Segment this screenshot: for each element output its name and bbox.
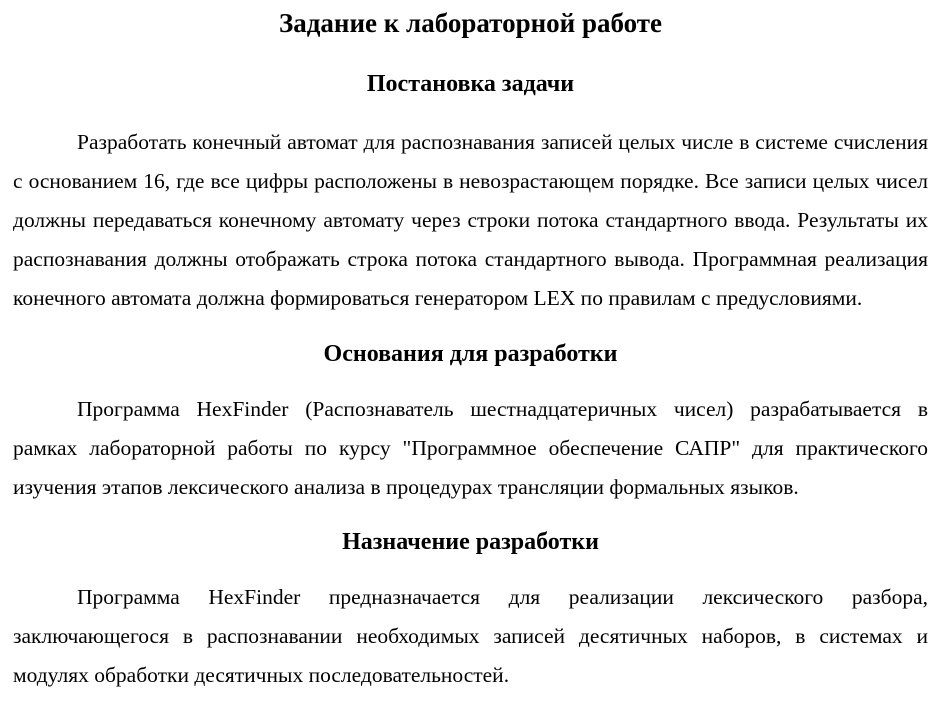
document-title: Задание к лабораторной работе — [278, 8, 662, 38]
section-paragraph-purpose: Программа HexFinder предназначается для реализации лексического разбора, заключающегося в распознавании необходимых записей десятичных наборов, в системах и модулях обработки десятичных последовательностей. — [13, 585, 928, 687]
section-heading-purpose: Назначение разработки — [342, 529, 599, 555]
section-paragraph-task: Разработать конечный автомат для распознавания записей целых числе в системе счисления с основанием 16, где все цифры расположены в невозрастающем порядке. Все записи целых чисел должны передаваться конечному автомату через строки потока стандартного ввода. Результаты их распознавания должны отображать строка потока стандартного вывода. Программная реализация конечного автомата должна формироваться генератором LEX по правилам с предусловиями. — [13, 130, 928, 310]
section-paragraph-basis: Программа HexFinder (Распознаватель шестнадцатеричных чисел) разрабатывается в рамках лабораторной работы по курсу "Программное обеспечение САПР" для практического изучения этапов лексического анализа в процедурах трансляции формальных языков. — [13, 397, 928, 499]
section-heading-basis: Основания для разработки — [323, 341, 618, 367]
section-heading-task: Постановка задачи — [366, 71, 575, 97]
